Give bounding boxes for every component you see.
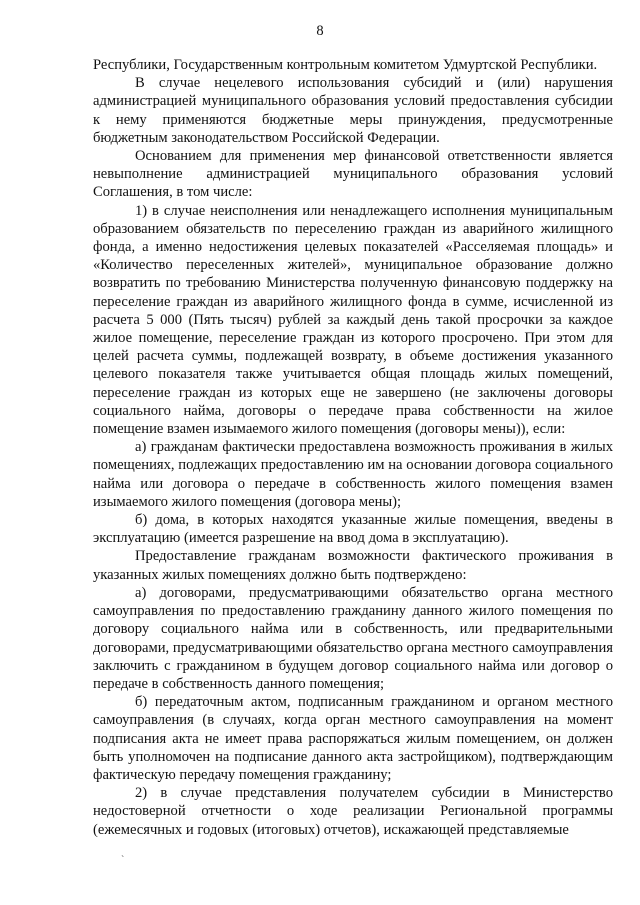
paragraph-confirmation: Предоставление гражданам возможности фактического проживания в указанных жилых помещениях должно быть подтверждено: [93, 548, 613, 583]
paragraph-confirmation-a: а) договорами, предусматривающими обязательство органа местного самоуправления по предоставлению гражданину данного жилого помещения по договору социального найма или в собственность, или предварительными договорами, предусматривающими обязательство органа местного самоуправления заключить с гражданином в будущем договор социального найма или договор о передаче в собственность данного помещения; [93, 584, 613, 692]
paragraph-item-1: 1) в случае неисполнения или ненадлежащего исполнения муниципальным образованием обязательств по переселению граждан из аварийного жилищного фонда, а именно недостижения целевых показателей «Расселяемая площадь» и «Количество переселенных жителей», муниципальное образование должно возвратить по требованию Министерства полученную финансовую поддержку на переселение граждан из аварийного жилищного фонда в сумме, исчисленной из расчета 5 000 (Пять тысяч) рублей за каждый день такой просрочки за каждое жилое помещение, переселение граждан из которого просрочено. При этом для целей расчета суммы, подлежащей возврату, в объеме достижения указанного целевого показателя также учитывается общая площадь жилых помещений, переселение граждан из которых еще не завершено (не заключены договоры социального найма, договоры о передаче права собственности на жилое помещение взамен изымаемого жилого помещения (договоры мены)), если: [93, 202, 613, 438]
paragraph-subsidy-misuse: В случае нецелевого использования субсидий и (или) нарушения администрацией муниципального образования условий предоставления субсидии к нему применяются бюджетные меры принуждения, предусмотренные бюджетным законодательством Российской Федерации. [93, 75, 613, 146]
document-body [93, 56, 613, 839]
scan-mark: ` [121, 855, 125, 866]
paragraph-grounds: Основанием для применения мер финансовой ответственности является невыполнение администрацией муниципального образования условий Соглашения, в том числе: [93, 148, 613, 201]
paragraph-confirmation-b: б) передаточным актом, подписанным гражданином и органом местного самоуправления (в случаях, когда орган местного самоуправления на момент подписания акта не имеет права распоряжаться жилым помещением, он должен быть уполномочен на подписание данного акта застройщиком), подтверждающим фактическую передачу помещения гражданину; [93, 694, 613, 783]
paragraph-continuation: Республики, Государственным контрольным комитетом Удмуртской Республики. [93, 57, 598, 73]
paragraph-item-2: 2) в случае представления получателем субсидии в Министерство недостоверной отчетности о ходе реализации Региональной программы (ежемесячных и годовых (итоговых) отчетов), искажающей представляемые [93, 785, 613, 838]
page-number: 8 [316, 23, 324, 39]
paragraph-item-1b: б) дома, в которых находятся указанные жилые помещения, введены в эксплуатацию (имеется разрешение на ввод дома в эксплуатацию). [93, 512, 613, 547]
paragraph-item-1a: а) гражданам фактически предоставлена возможность проживания в жилых помещениях, подлежащих предоставлению им на основании договора социального найма или договора о передаче в собственность жилого помещения взамен изымаемого жилого помещения (договора мены); [93, 439, 613, 510]
